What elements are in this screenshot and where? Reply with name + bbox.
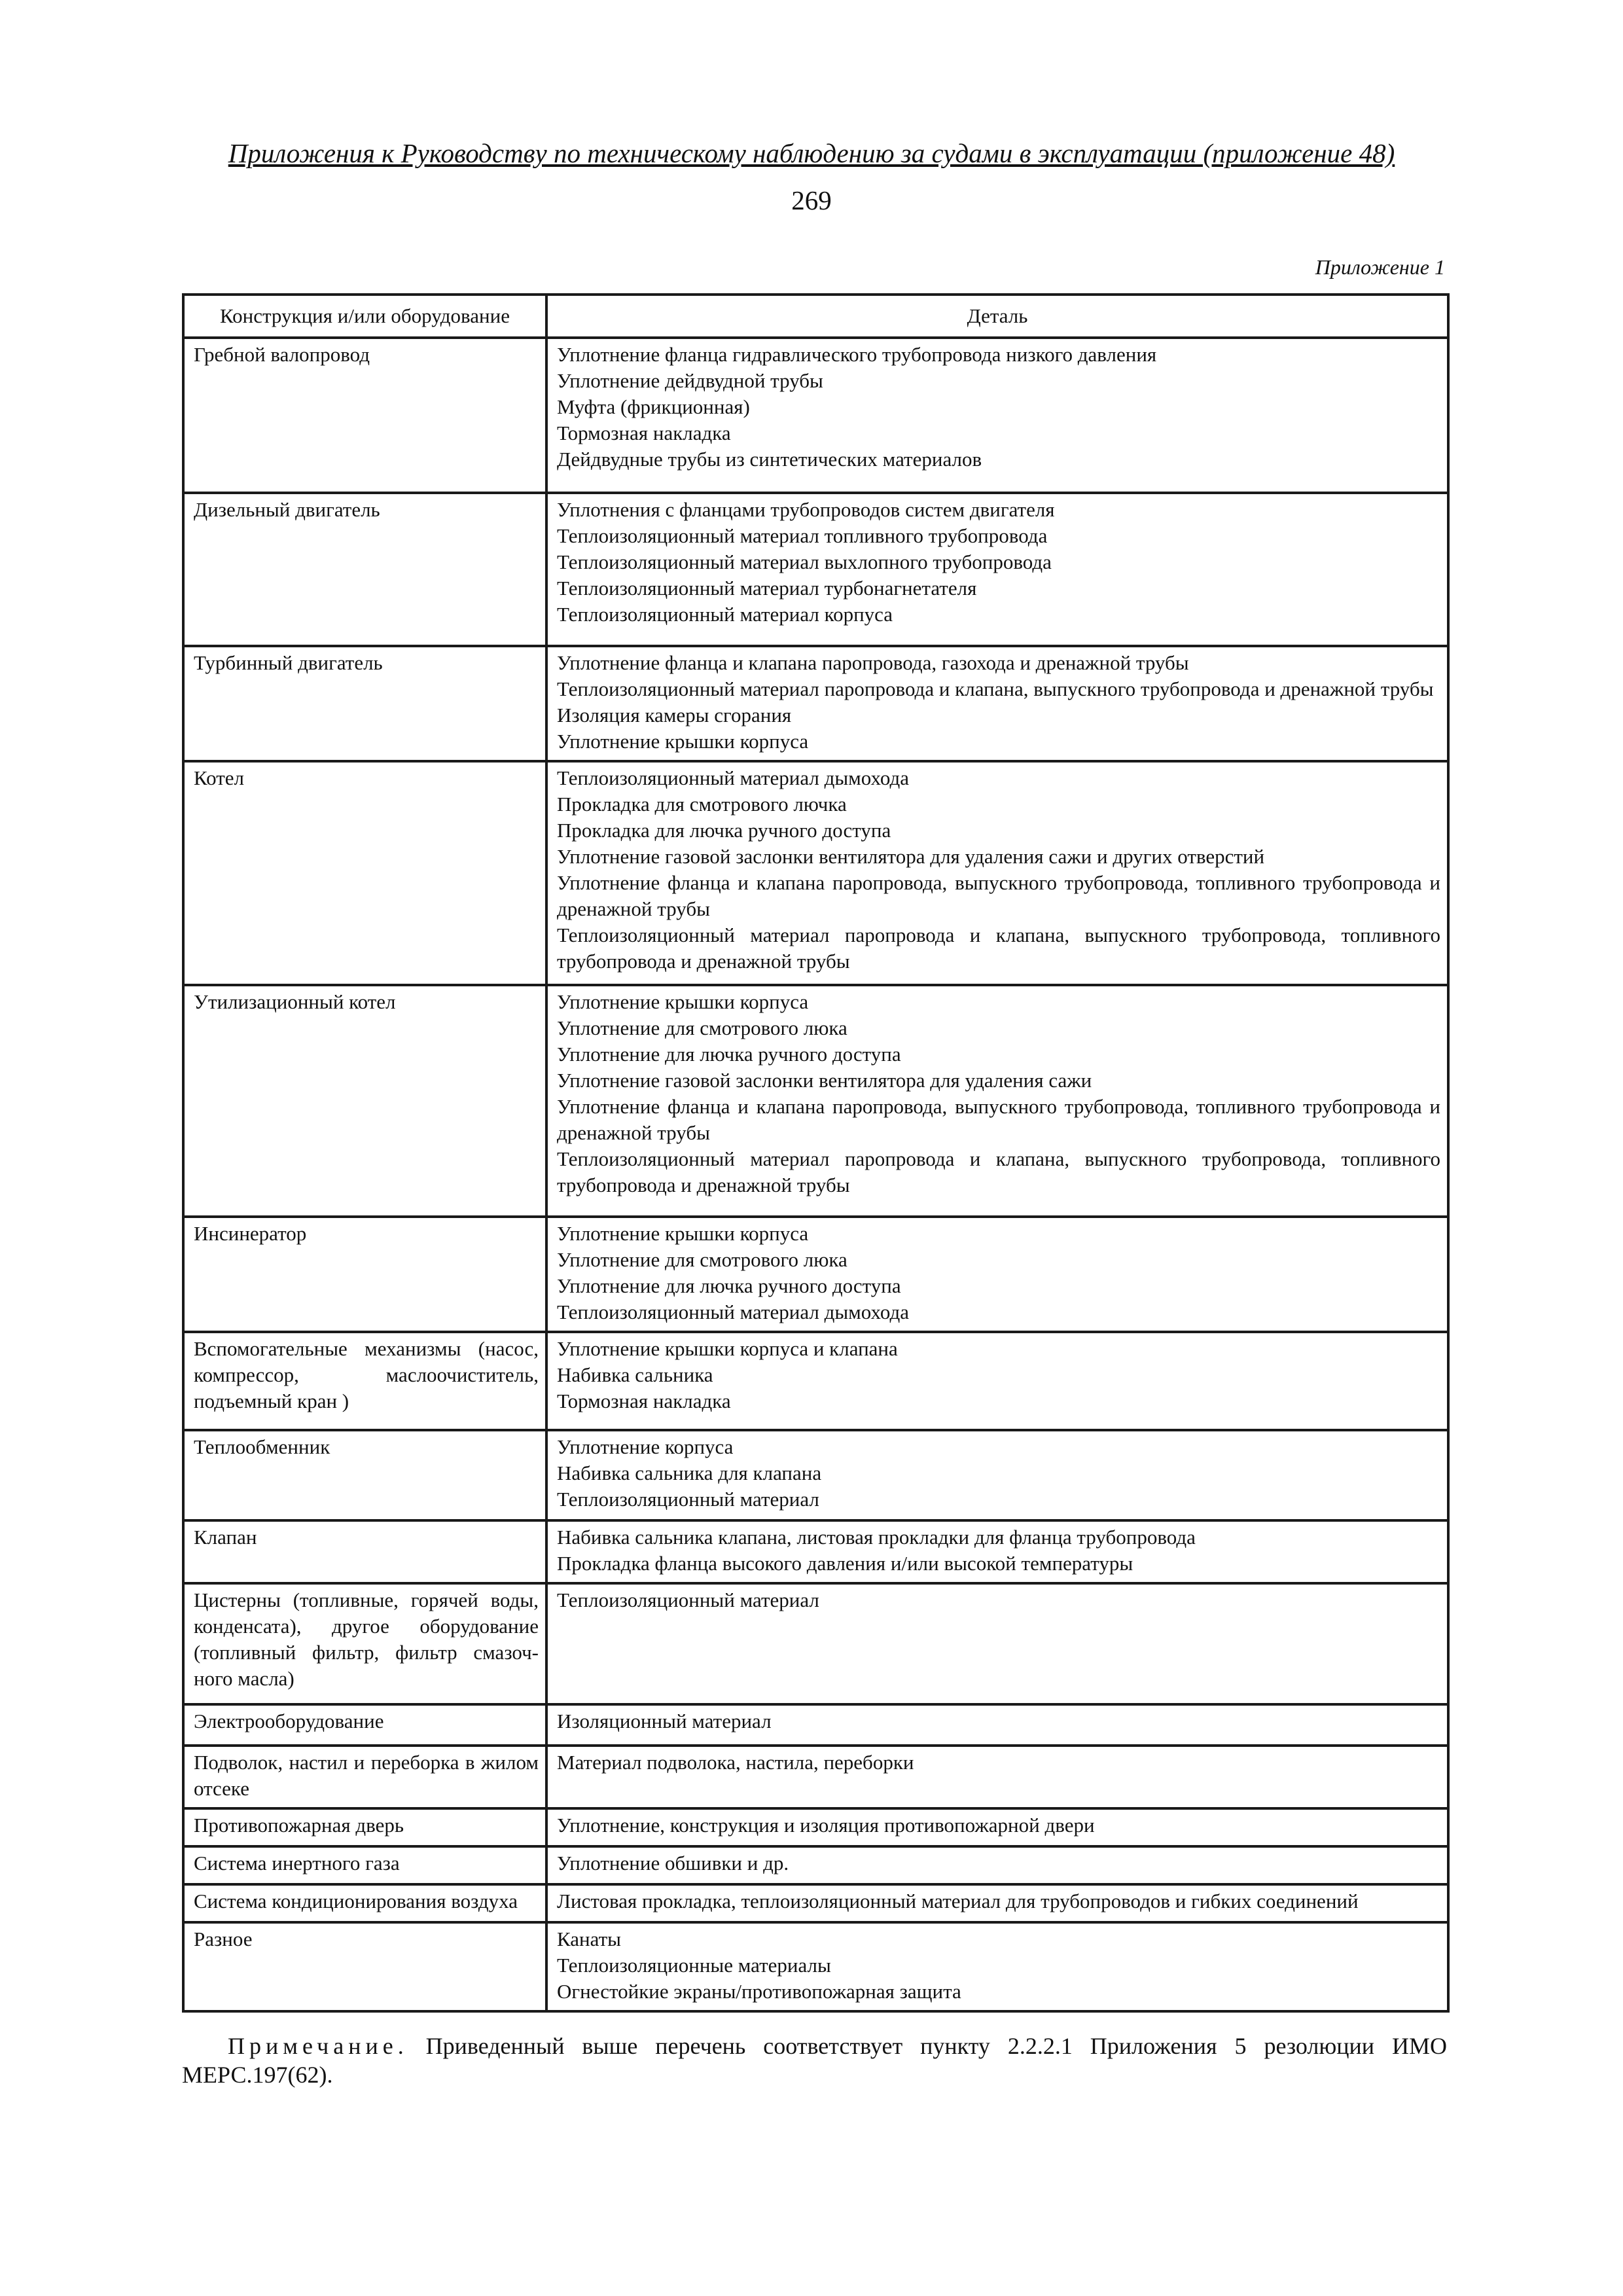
table-body bbox=[183, 338, 1448, 2011]
detail-line: Изоляция камеры сгорания bbox=[557, 704, 792, 726]
detail-line: Теплоизоляционный материал турбонагнетателя bbox=[557, 577, 977, 600]
page-header-title: Приложения к Руководству по техническому наблюдению за судами в эксплуатации (приложение 48) bbox=[228, 138, 1395, 168]
detail-line: Теплоизоляционный материал bbox=[557, 1488, 819, 1511]
structure-cell: Утилизационный котел bbox=[183, 985, 546, 1217]
table-row bbox=[183, 1808, 1448, 1846]
detail-line: Изоляционный материал bbox=[557, 1710, 772, 1732]
detail-cell bbox=[546, 1922, 1448, 2011]
table-row bbox=[183, 1746, 1448, 1808]
detail-line: Муфта (фрикционная) bbox=[557, 395, 750, 418]
detail-line: Теплоизоляционный материал дымохода bbox=[557, 1300, 909, 1323]
detail-cell bbox=[546, 1704, 1448, 1746]
structure-cell: Противопожарная дверь bbox=[183, 1808, 546, 1846]
detail-cell bbox=[546, 1332, 1448, 1430]
table-row bbox=[183, 1846, 1448, 1884]
detail-line: Листовая прокладка, теплоизоляционный материал для трубопроводов и гибких соединений bbox=[557, 1890, 1359, 1912]
detail-line: Теплоизоляционный материал паропровода и клапана, выпускного трубопровода, топливного трубопровода и дренажной трубы bbox=[557, 1147, 1440, 1196]
appendix-label: Приложение 1 bbox=[1315, 255, 1445, 279]
detail-line: Прокладка для лючка ручного доступа bbox=[557, 819, 891, 842]
table-row bbox=[183, 646, 1448, 761]
detail-line: Уплотнение крышки корпуса и клапана bbox=[557, 1337, 898, 1360]
detail-line: Уплотнение для лючка ручного доступа bbox=[557, 1043, 901, 1066]
detail-line: Уплотнение фланца и клапана паропровода, газохода и дренажной трубы bbox=[557, 651, 1189, 674]
detail-line: Уплотнение крышки корпуса bbox=[557, 730, 809, 753]
footnote-label: Примечание. bbox=[228, 2033, 408, 2059]
detail-line: Теплоизоляционный материал паропровода и клапана, выпускного трубопровода и дренажной трубы bbox=[557, 677, 1434, 700]
detail-line: Уплотнение, конструкция и изоляция противопожарной двери bbox=[557, 1814, 1095, 1837]
detail-line: Прокладка фланца высокого давления и/или высокой температуры bbox=[557, 1552, 1133, 1575]
detail-line: Уплотнение крышки корпуса bbox=[557, 1222, 809, 1245]
footnote-text: Приведенный выше перечень соответствует пункту 2.2.2.1 Приложения 5 резолюции ИМО МЕРС.197(62). bbox=[182, 2033, 1447, 2088]
detail-line: Уплотнение крышки корпуса bbox=[557, 990, 809, 1013]
structure-cell: Вспомогательные механизмы (насос, компрессор, маслоочиститель, подъемный кран ) bbox=[183, 1332, 546, 1430]
detail-cell bbox=[546, 338, 1448, 493]
table-row bbox=[183, 338, 1448, 493]
table-row bbox=[183, 1922, 1448, 2011]
table-row bbox=[183, 1332, 1448, 1430]
detail-cell bbox=[546, 1583, 1448, 1704]
detail-line: Тормозная накладка bbox=[557, 1390, 731, 1412]
detail-line: Уплотнение корпуса bbox=[557, 1435, 734, 1458]
structure-cell: Цистерны (топливные, горячей воды, конденсата), другое оборудование (топливный фильтр, фильтр смазоч-ного масла) bbox=[183, 1583, 546, 1704]
structure-cell: Разное bbox=[183, 1922, 546, 2011]
detail-cell bbox=[546, 985, 1448, 1217]
detail-line: Уплотнение для лючка ручного доступа bbox=[557, 1274, 901, 1297]
detail-line: Теплоизоляционный материал выхлопного трубопровода bbox=[557, 550, 1052, 573]
structure-cell: Турбинный двигатель bbox=[183, 646, 546, 761]
detail-line: Набивка сальника для клапана bbox=[557, 1462, 822, 1484]
detail-cell bbox=[546, 761, 1448, 985]
detail-line: Уплотнение обшивки и др. bbox=[557, 1852, 789, 1874]
detail-line: Теплоизоляционный материал корпуса bbox=[557, 603, 893, 626]
table-row bbox=[183, 1217, 1448, 1332]
detail-line: Уплотнение газовой заслонки вентилятора для удаления сажи и других отверстий bbox=[557, 845, 1265, 868]
detail-line: Набивка сальника bbox=[557, 1363, 713, 1386]
detail-line: Материал подволока, настила, переборки bbox=[557, 1751, 914, 1774]
detail-cell bbox=[546, 1430, 1448, 1520]
detail-line: Уплотнение для смотрового люка bbox=[557, 1016, 847, 1039]
detail-line: Тормозная накладка bbox=[557, 422, 731, 444]
structure-cell: Клапан bbox=[183, 1520, 546, 1583]
page-number: 269 bbox=[791, 185, 832, 215]
column-header-structure: Конструкция и/или оборудование bbox=[183, 295, 546, 338]
detail-line: Прокладка для смотрового лючка bbox=[557, 793, 847, 816]
structure-cell: Электрооборудование bbox=[183, 1704, 546, 1746]
detail-cell bbox=[546, 1808, 1448, 1846]
table-row bbox=[183, 1430, 1448, 1520]
detail-line: Набивка сальника клапана, листовая прокладки для фланца трубопровода bbox=[557, 1526, 1196, 1549]
detail-line: Теплоизоляционный материал bbox=[557, 1588, 819, 1611]
structure-cell: Подволок, настил и переборка в жилом отсеке bbox=[183, 1746, 546, 1808]
detail-cell bbox=[546, 1520, 1448, 1583]
detail-line: Теплоизоляционные материалы bbox=[557, 1954, 831, 1977]
structure-cell: Котел bbox=[183, 761, 546, 985]
detail-line: Уплотнение газовой заслонки вентилятора для удаления сажи bbox=[557, 1069, 1092, 1092]
detail-line: Огнестойкие экраны/противопожарная защита bbox=[557, 1980, 961, 2003]
detail-line: Уплотнение фланца и клапана паропровода, выпускного трубопровода, топливного трубопровода и дренажной трубы bbox=[557, 1095, 1440, 1144]
detail-cell bbox=[546, 1884, 1448, 1922]
detail-line: Теплоизоляционный материал паропровода и клапана, выпускного трубопровода, топливного трубопровода и дренажной трубы bbox=[557, 924, 1440, 973]
structure-cell: Дизельный двигатель bbox=[183, 493, 546, 646]
table-header-row bbox=[183, 295, 1448, 338]
detail-line: Теплоизоляционный материал топливного трубопровода bbox=[557, 524, 1048, 547]
detail-cell bbox=[546, 1746, 1448, 1808]
column-header-detail: Деталь bbox=[546, 295, 1448, 338]
detail-line: Дейдвудные трубы из синтетических материалов bbox=[557, 448, 982, 471]
table-row bbox=[183, 493, 1448, 646]
detail-line: Канаты bbox=[557, 1928, 621, 1950]
structure-cell: Теплообменник bbox=[183, 1430, 546, 1520]
structure-cell: Система кондиционирования воздуха bbox=[183, 1884, 546, 1922]
equipment-table bbox=[182, 293, 1450, 2013]
structure-cell: Инсинератор bbox=[183, 1217, 546, 1332]
table-row bbox=[183, 761, 1448, 985]
detail-cell bbox=[546, 646, 1448, 761]
table-row bbox=[183, 1583, 1448, 1704]
table-row bbox=[183, 985, 1448, 1217]
structure-cell: Система инертного газа bbox=[183, 1846, 546, 1884]
detail-line: Уплотнение фланца гидравлического трубопровода низкого давления bbox=[557, 343, 1157, 366]
table-row bbox=[183, 1520, 1448, 1583]
detail-cell bbox=[546, 493, 1448, 646]
table-row bbox=[183, 1884, 1448, 1922]
detail-line: Уплотнение фланца и клапана паропровода, выпускного трубопровода, топливного трубопровода и дренажной трубы bbox=[557, 871, 1440, 920]
structure-cell: Гребной валопровод bbox=[183, 338, 546, 493]
table-row bbox=[183, 1704, 1448, 1746]
detail-line: Уплотнения с фланцами трубопроводов систем двигателя bbox=[557, 498, 1055, 521]
detail-line: Теплоизоляционный материал дымохода bbox=[557, 766, 909, 789]
footnote bbox=[182, 2032, 1447, 2089]
detail-line: Уплотнение для смотрового люка bbox=[557, 1248, 847, 1271]
detail-line: Уплотнение дейдвудной трубы bbox=[557, 369, 823, 392]
detail-cell bbox=[546, 1846, 1448, 1884]
detail-cell bbox=[546, 1217, 1448, 1332]
